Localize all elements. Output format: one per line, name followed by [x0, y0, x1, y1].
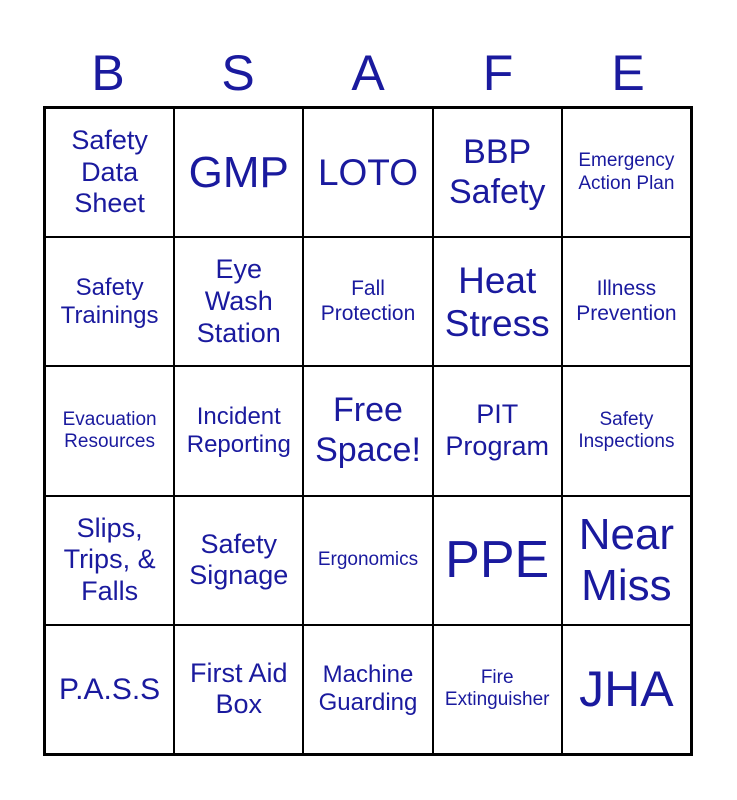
- bingo-cell[interactable]: Emergency Action Plan: [562, 108, 691, 237]
- bingo-cell[interactable]: LOTO: [303, 108, 432, 237]
- bingo-cell[interactable]: Safety Signage: [174, 496, 303, 625]
- header-letter-a: A: [351, 45, 385, 101]
- bingo-cell[interactable]: Ergonomics: [303, 496, 432, 625]
- bingo-cell[interactable]: Heat Stress: [433, 237, 562, 366]
- bingo-cell[interactable]: Safety Data Sheet: [45, 108, 174, 237]
- bingo-cell[interactable]: Safety Inspections: [562, 366, 691, 495]
- bingo-cell[interactable]: Near Miss: [562, 496, 691, 625]
- bingo-cell[interactable]: P.A.S.S: [45, 625, 174, 754]
- bingo-header: [43, 40, 693, 106]
- bingo-cell[interactable]: Evacuation Resources: [45, 366, 174, 495]
- bingo-cell[interactable]: Incident Reporting: [174, 366, 303, 495]
- bingo-cell[interactable]: First Aid Box: [174, 625, 303, 754]
- bingo-grid: [43, 106, 693, 756]
- header-letter-f: F: [482, 45, 514, 101]
- bingo-cell[interactable]: PIT Program: [433, 366, 562, 495]
- header-letter-s: S: [221, 45, 255, 101]
- bingo-cell[interactable]: Safety Trainings: [45, 237, 174, 366]
- bingo-cell[interactable]: Machine Guarding: [303, 625, 432, 754]
- header-letter-b: B: [91, 45, 125, 101]
- bingo-cell[interactable]: Illness Prevention: [562, 237, 691, 366]
- header-letter-e: E: [611, 45, 645, 101]
- bingo-cell[interactable]: GMP: [174, 108, 303, 237]
- bingo-cell[interactable]: Free Space!: [303, 366, 432, 495]
- bingo-cell[interactable]: JHA: [562, 625, 691, 754]
- bingo-cell[interactable]: PPE: [433, 496, 562, 625]
- bingo-cell[interactable]: Slips, Trips, & Falls: [45, 496, 174, 625]
- bingo-cell[interactable]: Fall Protection: [303, 237, 432, 366]
- bingo-cell[interactable]: Fire Extinguisher: [433, 625, 562, 754]
- bingo-cell[interactable]: Eye Wash Station: [174, 237, 303, 366]
- bingo-cell[interactable]: BBP Safety: [433, 108, 562, 237]
